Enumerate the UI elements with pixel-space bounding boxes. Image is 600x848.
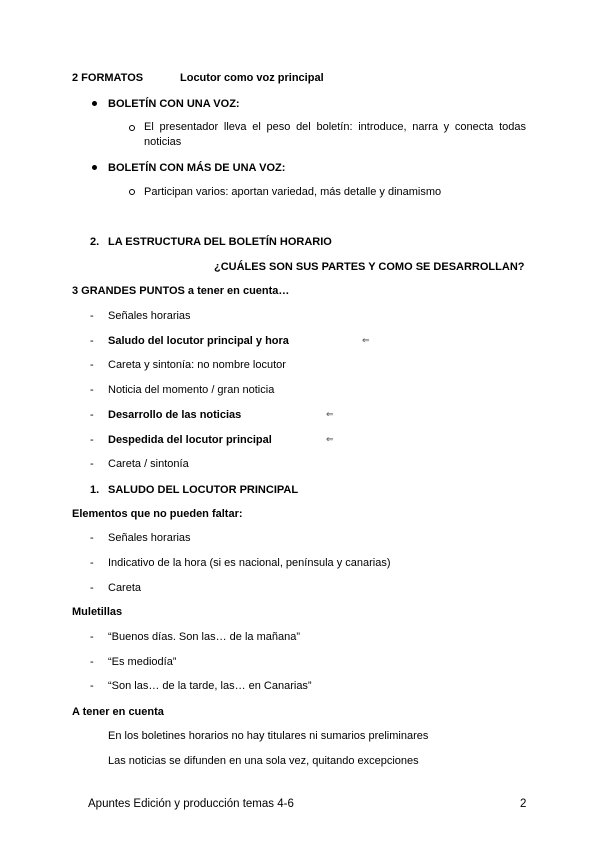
dash-marker: - <box>90 384 94 396</box>
footer-text: Apuntes Edición y producción temas 4-6 <box>88 798 294 810</box>
dash-marker: - <box>90 557 94 569</box>
page-number: 2 <box>520 798 527 810</box>
structure-item: Saludo del locutor principal y hora <box>108 335 289 347</box>
section-formats-subheading: Locutor como voz principal <box>180 72 324 84</box>
muletilla-item: “Buenos días. Son las… de la mañana” <box>108 631 301 643</box>
structure-item: Desarrollo de las noticias <box>108 409 242 421</box>
section-formats-heading: 2 FORMATOS <box>72 72 144 84</box>
dash-marker: - <box>90 532 94 544</box>
dash-marker: - <box>90 458 94 470</box>
dash-marker: - <box>90 631 94 643</box>
bullet-ring-icon <box>129 189 135 195</box>
left-arrow-icon: ⇐ <box>362 335 370 345</box>
bullet-dot-icon <box>92 101 97 106</box>
section-structure-intro: 3 GRANDES PUNTOS a tener en cuenta… <box>72 285 290 297</box>
structure-item: Careta / sintonía <box>108 458 189 470</box>
element-item: Señales horarias <box>108 532 191 544</box>
section-structure-title: LA ESTRUCTURA DEL BOLETÍN HORARIO <box>108 236 332 248</box>
note-item: En los boletines horarios no hay titulares ni sumarios preliminares <box>108 730 429 742</box>
section-structure-number: 2. <box>90 236 100 248</box>
left-arrow-icon: ⇐ <box>326 409 334 419</box>
dash-marker: - <box>90 434 94 446</box>
section-structure-question: ¿CUÁLES SON SUS PARTES Y COMO SE DESARROLLAN? <box>214 261 525 273</box>
dash-marker: - <box>90 656 94 668</box>
bullet-ring-icon <box>129 125 135 131</box>
format-item-title: BOLETÍN CON UNA VOZ: <box>108 98 240 110</box>
left-arrow-icon: ⇐ <box>326 434 334 444</box>
section-saludo-number: 1. <box>90 484 100 496</box>
format-item-detail: El presentador lleva el peso del boletín: introduce, narra y conecta todas noticias <box>144 121 526 148</box>
element-item: Careta <box>108 582 142 594</box>
element-item: Indicativo de la hora (si es nacional, península y canarias) <box>108 557 391 569</box>
dash-marker: - <box>90 310 94 322</box>
dash-marker: - <box>90 409 94 421</box>
bullet-dot-icon <box>92 165 97 170</box>
structure-item: Señales horarias <box>108 310 191 322</box>
dash-marker: - <box>90 582 94 594</box>
dash-marker: - <box>90 359 94 371</box>
format-item-detail: Participan varios: aportan variedad, más detalle y dinamismo <box>144 186 442 198</box>
notes-heading: A tener en cuenta <box>72 706 164 718</box>
muletillas-heading: Muletillas <box>72 606 123 618</box>
section-saludo-title: SALUDO DEL LOCUTOR PRINCIPAL <box>108 484 299 496</box>
dash-marker: - <box>90 335 94 347</box>
note-item: Las noticias se difunden en una sola vez, quitando excepciones <box>108 755 419 767</box>
muletilla-item: “Es mediodía” <box>108 656 177 668</box>
structure-item: Noticia del momento / gran noticia <box>108 384 275 396</box>
elements-heading: Elementos que no pueden faltar: <box>72 508 243 520</box>
structure-item: Despedida del locutor principal <box>108 434 272 446</box>
structure-item: Careta y sintonía: no nombre locutor <box>108 359 286 371</box>
dash-marker: - <box>90 680 94 692</box>
format-item-title: BOLETÍN CON MÁS DE UNA VOZ: <box>108 162 286 174</box>
muletilla-item: “Son las… de la tarde, las… en Canarias” <box>108 680 312 692</box>
